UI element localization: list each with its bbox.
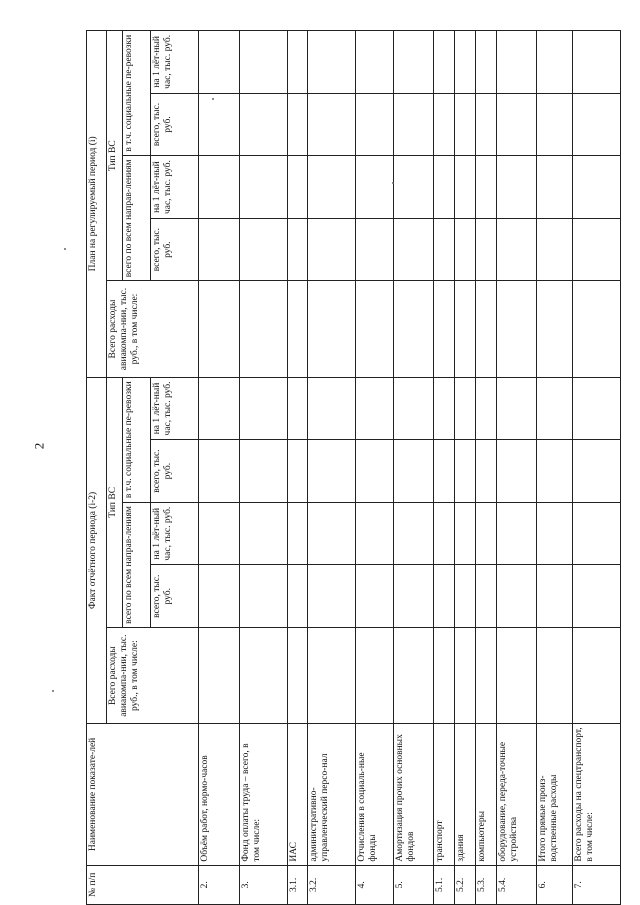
row-number: 5.4. bbox=[497, 865, 537, 904]
header-fact-type-vs: Тип ВС bbox=[107, 377, 123, 627]
table-row bbox=[497, 31, 537, 905]
table-row bbox=[288, 31, 308, 905]
row-number: 2. bbox=[199, 865, 240, 904]
row-number: 5.2. bbox=[455, 865, 476, 904]
row-name: транспорт bbox=[434, 724, 455, 865]
header-fact-all-total: всего, тыс. руб. bbox=[151, 565, 199, 628]
header-fact-all-directions: всего по всем направ-лениям bbox=[123, 502, 151, 627]
table-row bbox=[394, 31, 434, 905]
header-name: Наименование показате-лей bbox=[87, 724, 199, 865]
row-number: 3.2. bbox=[308, 865, 356, 904]
row-number: 3. bbox=[240, 865, 288, 904]
header-fact-total: Всего расходы авиакомпа-нии, тыс. руб., в том числе: bbox=[107, 628, 199, 724]
row-number: 6. bbox=[537, 865, 573, 904]
header-plan-all-per-hour: на 1 лёт-ный час, тыс. руб. bbox=[151, 156, 199, 219]
row-name: административно-управленческий персо-нал bbox=[308, 724, 356, 865]
header-plan-all-total: всего, тыс. руб. bbox=[151, 218, 199, 281]
header-plan-type-vs: Тип ВС bbox=[107, 31, 123, 281]
header-plan-social-per-hour: на 1 лёт-ный час, тыс. руб. bbox=[151, 31, 199, 94]
row-name: оборудование, переда-точные устройства bbox=[497, 724, 537, 865]
header-plan-social: в т.ч. социальные пе-ревозки bbox=[123, 31, 151, 156]
header-plan-social-total: всего, тыс. руб. bbox=[151, 93, 199, 156]
table-row bbox=[476, 31, 497, 905]
scan-speck bbox=[212, 98, 214, 100]
header-no: № п/п bbox=[87, 865, 199, 904]
row-number: 5.1. bbox=[434, 865, 455, 904]
row-name: Фонд оплаты труда – всего, в том числе: bbox=[240, 724, 288, 865]
table-row bbox=[573, 31, 621, 905]
row-number: 5. bbox=[394, 865, 434, 904]
table-row bbox=[537, 31, 573, 905]
row-name: Амортизация прочих основных фондов bbox=[394, 724, 434, 865]
table-row bbox=[356, 31, 394, 905]
header-fact-social: в т.ч. социальные пе-ревозки bbox=[123, 377, 151, 502]
table-row bbox=[308, 31, 356, 905]
header-plan-period: План на регулируемый период (i) bbox=[87, 31, 107, 378]
table-row bbox=[434, 31, 455, 905]
header-plan-total: Всего расходы авиакомпа-нии, тыс. руб., в том числе: bbox=[107, 281, 199, 377]
row-number: 4. bbox=[356, 865, 394, 904]
row-name: компьютеры bbox=[476, 724, 497, 865]
scan-speck bbox=[52, 690, 54, 692]
row-name: ИАС bbox=[288, 724, 308, 865]
scan-speck bbox=[392, 182, 394, 184]
row-name: Отчисления в социаль-ные фонды bbox=[356, 724, 394, 865]
row-name: Объём работ, нормо-часов bbox=[199, 724, 240, 865]
row-number: 3.1. bbox=[288, 865, 308, 904]
header-fact-period: Факт отчётного периода (i-2) bbox=[87, 377, 107, 724]
header-fact-social-per-hour: на 1 лёт-ный час, тыс. руб. bbox=[151, 377, 199, 440]
row-name: Итого прямые произ-водственные расходы bbox=[537, 724, 573, 865]
row-name: Всего расходы на спецтранспорт, в том числе: bbox=[573, 724, 621, 865]
table-row bbox=[199, 31, 240, 905]
rotated-table-container bbox=[86, 30, 616, 905]
header-fact-social-total: всего, тыс. руб. bbox=[151, 440, 199, 503]
table-row bbox=[455, 31, 476, 905]
scan-speck bbox=[64, 248, 66, 250]
header-fact-all-per-hour: на 1 лёт-ный час, тыс. руб. bbox=[151, 502, 199, 565]
page-number: 2 bbox=[31, 442, 47, 450]
row-name: здания bbox=[455, 724, 476, 865]
header-plan-all-directions: всего по всем направ-лениям bbox=[123, 156, 151, 281]
table-row bbox=[240, 31, 288, 905]
row-number: 5.3. bbox=[476, 865, 497, 904]
row-number: 7. bbox=[573, 865, 621, 904]
expenses-table bbox=[86, 30, 621, 905]
